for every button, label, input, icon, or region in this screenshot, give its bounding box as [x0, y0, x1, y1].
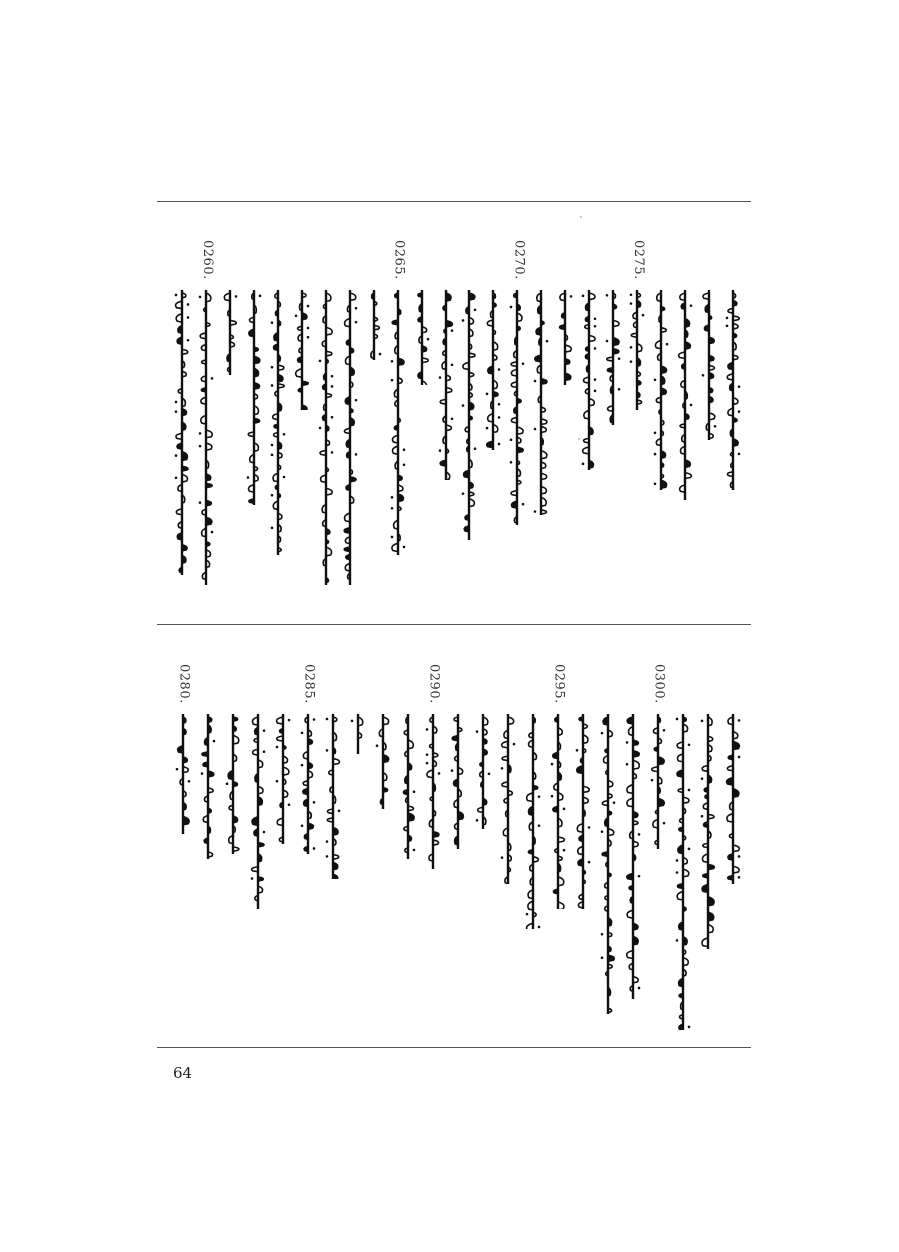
- verse-number: [269, 240, 287, 286]
- mongolian-script-line: [411, 290, 433, 385]
- text-column: [172, 664, 194, 1034]
- verse-number: [341, 240, 359, 286]
- verse-number: [524, 664, 542, 710]
- mongolian-script-line: [272, 714, 294, 844]
- verse-number: [317, 240, 335, 286]
- text-column: [674, 240, 696, 610]
- text-column: [578, 240, 600, 610]
- mongolian-script-line: [497, 714, 519, 884]
- bottom-rule: [157, 1047, 751, 1048]
- verse-number: [574, 664, 592, 710]
- mongolian-script-line: [522, 714, 544, 929]
- page-number: 64: [173, 1064, 193, 1082]
- verse-number: [474, 664, 492, 710]
- mongolian-script-line: [339, 290, 361, 585]
- verse-number: [249, 664, 267, 710]
- mongolian-script-line: [672, 714, 694, 1030]
- mongolian-script-line: [602, 290, 624, 425]
- verse-number: [599, 664, 617, 710]
- text-column: [363, 240, 385, 610]
- paper-speck: [580, 216, 582, 218]
- verse-number: 0290.: [426, 664, 442, 704]
- text-column: [387, 240, 409, 610]
- mongolian-script-line: [578, 290, 600, 470]
- verse-number: [652, 240, 670, 286]
- text-column: [247, 664, 269, 1034]
- top-rule: [157, 201, 751, 202]
- text-column: [291, 240, 313, 610]
- text-column: [435, 240, 457, 610]
- text-column: [522, 664, 544, 1034]
- verse-number: [374, 664, 392, 710]
- mongolian-script-line: [650, 290, 672, 490]
- mongolian-script-line: [647, 714, 669, 849]
- mongolian-script-line: [674, 290, 696, 500]
- text-column: [372, 664, 394, 1034]
- verse-number: [724, 240, 742, 286]
- verse-number: [532, 240, 550, 286]
- text-column: [482, 240, 504, 610]
- mongolian-script-line: [722, 290, 744, 490]
- verse-number: [674, 664, 692, 710]
- mongolian-script-line: [315, 290, 337, 585]
- text-column: [497, 664, 519, 1034]
- mongolian-script-line: [197, 714, 219, 859]
- text-column: [554, 240, 576, 610]
- text-column: [219, 240, 241, 610]
- text-column: [458, 240, 480, 610]
- verse-number: [556, 240, 574, 286]
- text-column: [397, 664, 419, 1034]
- text-column: [411, 240, 433, 610]
- mongolian-script-line: [698, 290, 720, 440]
- verse-number: 0275.: [631, 240, 647, 280]
- verse-number: [199, 664, 217, 710]
- verse-number: [365, 240, 383, 286]
- mongolian-script-line: [372, 714, 394, 809]
- lower-text-panel: [170, 664, 745, 1034]
- verse-number: [173, 240, 191, 286]
- mongolian-script-line: [171, 290, 193, 575]
- verse-number: [399, 664, 417, 710]
- text-column: [722, 664, 744, 1034]
- text-column: [697, 664, 719, 1034]
- text-column: [722, 240, 744, 610]
- verse-number: [449, 664, 467, 710]
- mongolian-script-line: [219, 290, 241, 375]
- mongolian-script-line: [482, 290, 504, 450]
- text-column: [647, 664, 669, 1034]
- verse-number: 0285.: [301, 664, 317, 704]
- verse-number: [724, 664, 742, 710]
- verse-number: [460, 240, 478, 286]
- text-column: [267, 240, 289, 610]
- mongolian-script-line: [458, 290, 480, 540]
- mongolian-script-line: [447, 714, 469, 849]
- middle-rule: [157, 624, 751, 625]
- text-column: [272, 664, 294, 1034]
- text-column: [506, 240, 528, 610]
- mongolian-script-line: [722, 714, 744, 884]
- text-column: [672, 664, 694, 1034]
- verse-number: [676, 240, 694, 286]
- mongolian-script-line: [626, 290, 648, 410]
- text-column: [626, 240, 648, 610]
- text-column: [422, 664, 444, 1034]
- text-column: [472, 664, 494, 1034]
- text-column: [347, 664, 369, 1034]
- verse-number: 0270.: [511, 240, 527, 280]
- verse-number: [274, 664, 292, 710]
- text-column: [698, 240, 720, 610]
- verse-number: [604, 240, 622, 286]
- verse-number: [624, 664, 642, 710]
- text-column: [597, 664, 619, 1034]
- verse-number: [221, 240, 239, 286]
- verse-number: [349, 664, 367, 710]
- mongolian-script-line: [297, 714, 319, 854]
- verse-number: [413, 240, 431, 286]
- mongolian-script-line: [247, 714, 269, 909]
- verse-number: 0265.: [391, 240, 407, 280]
- verse-number: [224, 664, 242, 710]
- mongolian-script-line: [422, 714, 444, 869]
- mongolian-script-line: [347, 714, 369, 754]
- mongolian-script-line: [222, 714, 244, 854]
- text-column: [195, 240, 217, 610]
- verse-number: [245, 240, 263, 286]
- text-column: [243, 240, 265, 610]
- verse-number: 0260.: [199, 240, 215, 280]
- verse-number: [499, 664, 517, 710]
- text-column: [297, 664, 319, 1034]
- mongolian-script-line: [547, 714, 569, 909]
- text-column: [447, 664, 469, 1034]
- text-column: [222, 664, 244, 1034]
- verse-number: 0300.: [651, 664, 667, 704]
- verse-number: 0280.: [176, 664, 192, 704]
- verse-number: 0295.: [551, 664, 567, 704]
- mongolian-script-line: [472, 714, 494, 829]
- mongolian-script-line: [697, 714, 719, 949]
- text-column: [650, 240, 672, 610]
- text-column: [572, 664, 594, 1034]
- mongolian-script-line: [397, 714, 419, 859]
- mongolian-script-line: [572, 714, 594, 909]
- text-column: [197, 664, 219, 1034]
- text-column: [602, 240, 624, 610]
- upper-text-panel: [170, 240, 745, 610]
- text-column: [315, 240, 337, 610]
- mongolian-script-line: [506, 290, 528, 525]
- mongolian-script-line: [243, 290, 265, 505]
- mongolian-script-line: [195, 290, 217, 585]
- text-column: [622, 664, 644, 1034]
- verse-number: [700, 240, 718, 286]
- mongolian-script-line: [363, 290, 385, 360]
- mongolian-script-line: [597, 714, 619, 1014]
- mongolian-script-line: [172, 714, 194, 834]
- text-column: [530, 240, 552, 610]
- mongolian-script-line: [267, 290, 289, 555]
- mongolian-script-line: [530, 290, 552, 515]
- verse-number: [484, 240, 502, 286]
- text-column: [547, 664, 569, 1034]
- verse-number: [580, 240, 598, 286]
- mongolian-script-line: [291, 290, 313, 410]
- mongolian-script-line: [622, 714, 644, 999]
- verse-number: [437, 240, 455, 286]
- text-column: [171, 240, 193, 610]
- mongolian-script-line: [322, 714, 344, 879]
- verse-number: [324, 664, 342, 710]
- verse-number: [293, 240, 311, 286]
- text-column: [339, 240, 361, 610]
- mongolian-script-line: [387, 290, 409, 555]
- mongolian-script-line: [435, 290, 457, 480]
- text-column: [322, 664, 344, 1034]
- mongolian-script-line: [554, 290, 576, 385]
- verse-number: [699, 664, 717, 710]
